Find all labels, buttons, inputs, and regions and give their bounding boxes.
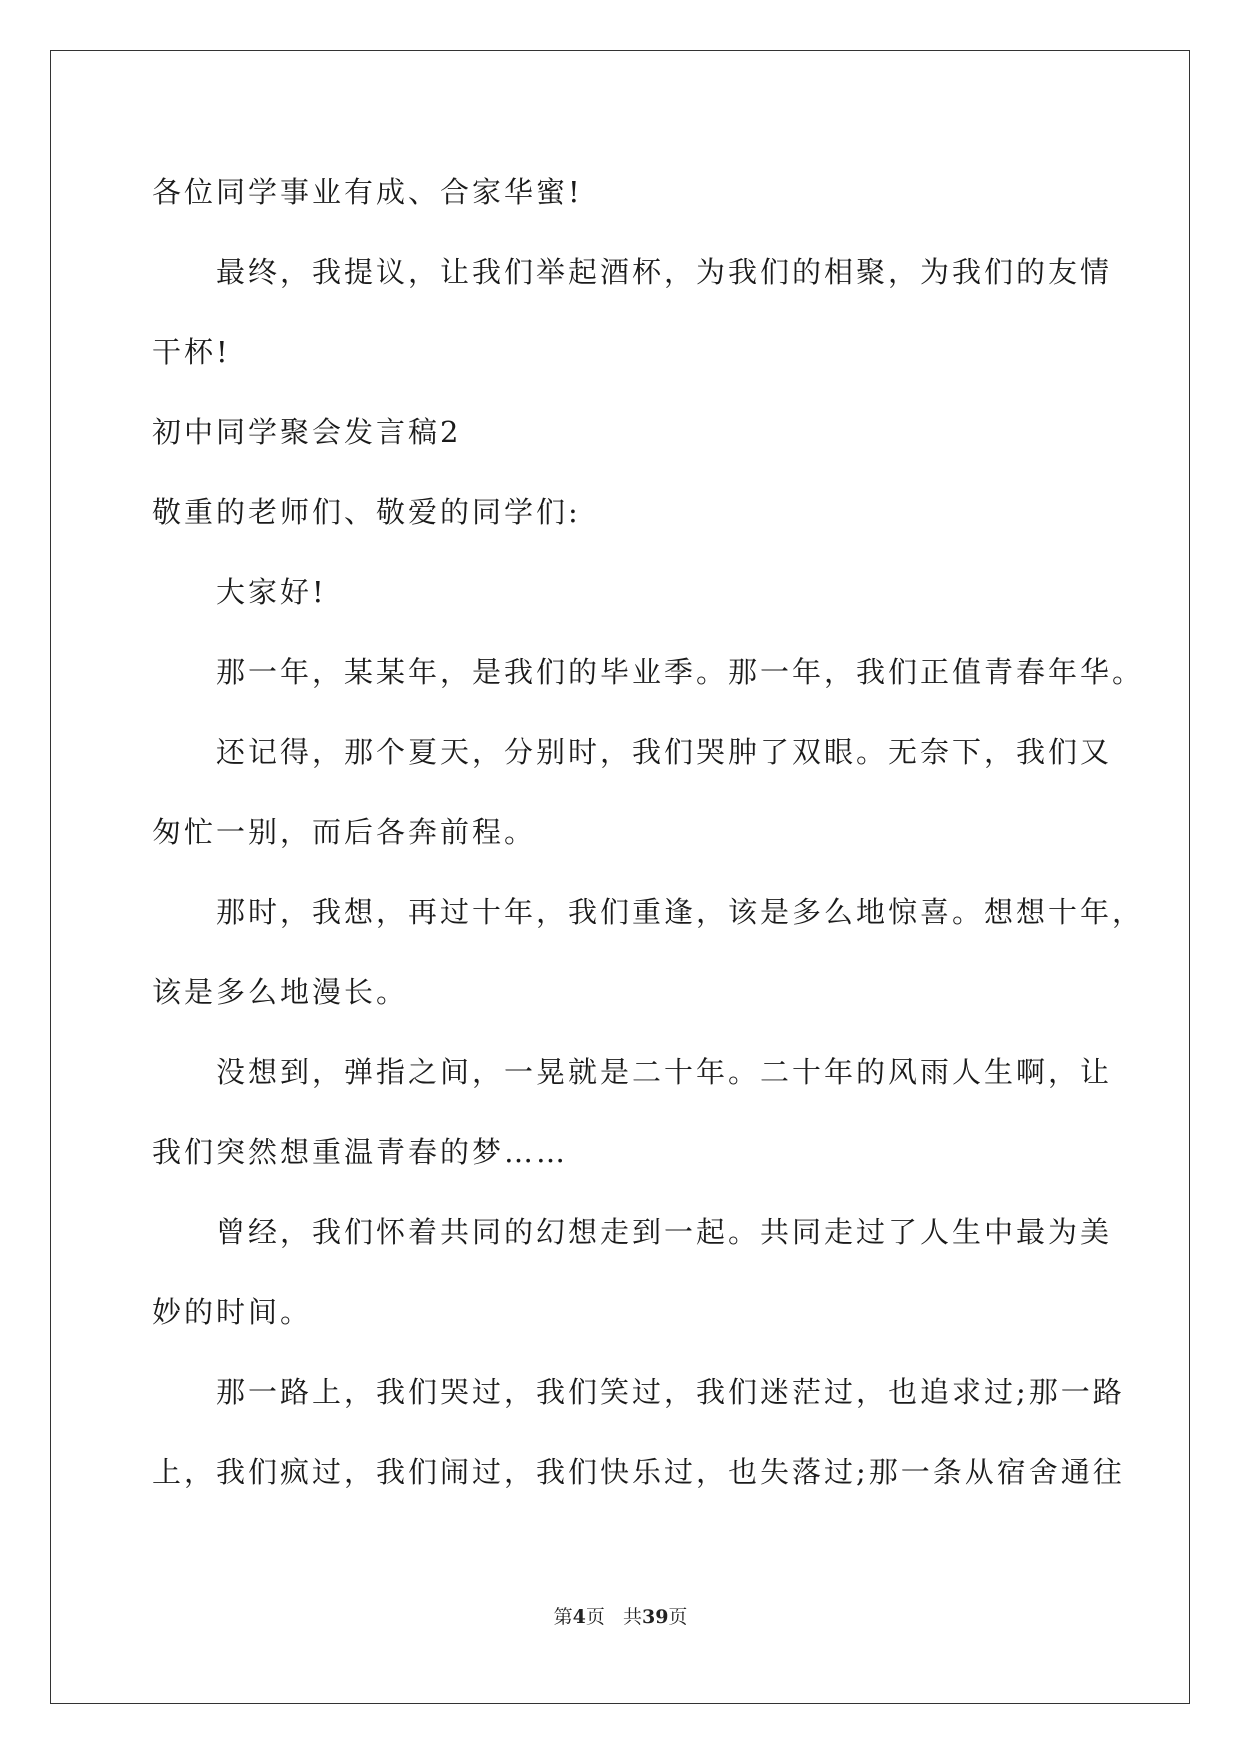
text-line: 最终，我提议，让我们举起酒杯，为我们的相聚，为我们的友情 bbox=[216, 255, 1113, 289]
text-line: 各位同学事业有成、合家华蜜! bbox=[152, 175, 583, 209]
footer-prefix: 第 bbox=[553, 1606, 573, 1628]
total-pages-number: 39 bbox=[641, 1606, 669, 1628]
text-line: 没想到，弹指之间，一晃就是二十年。二十年的风雨人生啊，让 bbox=[216, 1055, 1113, 1089]
text-line: 那时，我想，再过十年，我们重逢，该是多么地惊喜。想想十年， bbox=[216, 895, 1145, 929]
text-line: 我们突然想重温青春的梦…… bbox=[152, 1135, 569, 1169]
salutation: 敬重的老师们、敬爱的同学们: bbox=[152, 495, 581, 529]
section-heading: 初中同学聚会发言稿2 bbox=[152, 415, 462, 449]
footer-total-suffix: 页 bbox=[668, 1606, 688, 1628]
footer-total-prefix: 共 bbox=[622, 1606, 642, 1628]
text-line: 曾经，我们怀着共同的幻想走到一起。共同走过了人生中最为美 bbox=[216, 1215, 1113, 1249]
text-line: 大家好! bbox=[216, 575, 327, 609]
text-line: 还记得，那个夏天，分别时，我们哭肿了双眼。无奈下，我们又 bbox=[216, 735, 1113, 769]
page-footer bbox=[0, 1602, 1241, 1629]
text-line: 那一年，某某年，是我们的毕业季。那一年，我们正值青春年华。 bbox=[216, 655, 1145, 689]
text-line: 那一路上，我们哭过，我们笑过，我们迷茫过，也追求过;那一路 bbox=[216, 1375, 1125, 1409]
footer-page-suffix: 页 bbox=[585, 1606, 605, 1628]
text-line: 干杯! bbox=[152, 335, 231, 369]
text-line: 匆忙一别，而后各奔前程。 bbox=[152, 815, 537, 849]
current-page-number: 4 bbox=[572, 1606, 586, 1628]
text-line: 上，我们疯过，我们闹过，我们快乐过，也失落过;那一条从宿舍通往 bbox=[152, 1455, 1125, 1489]
text-line: 妙的时间。 bbox=[152, 1295, 313, 1329]
text-line: 该是多么地漫长。 bbox=[152, 975, 409, 1009]
